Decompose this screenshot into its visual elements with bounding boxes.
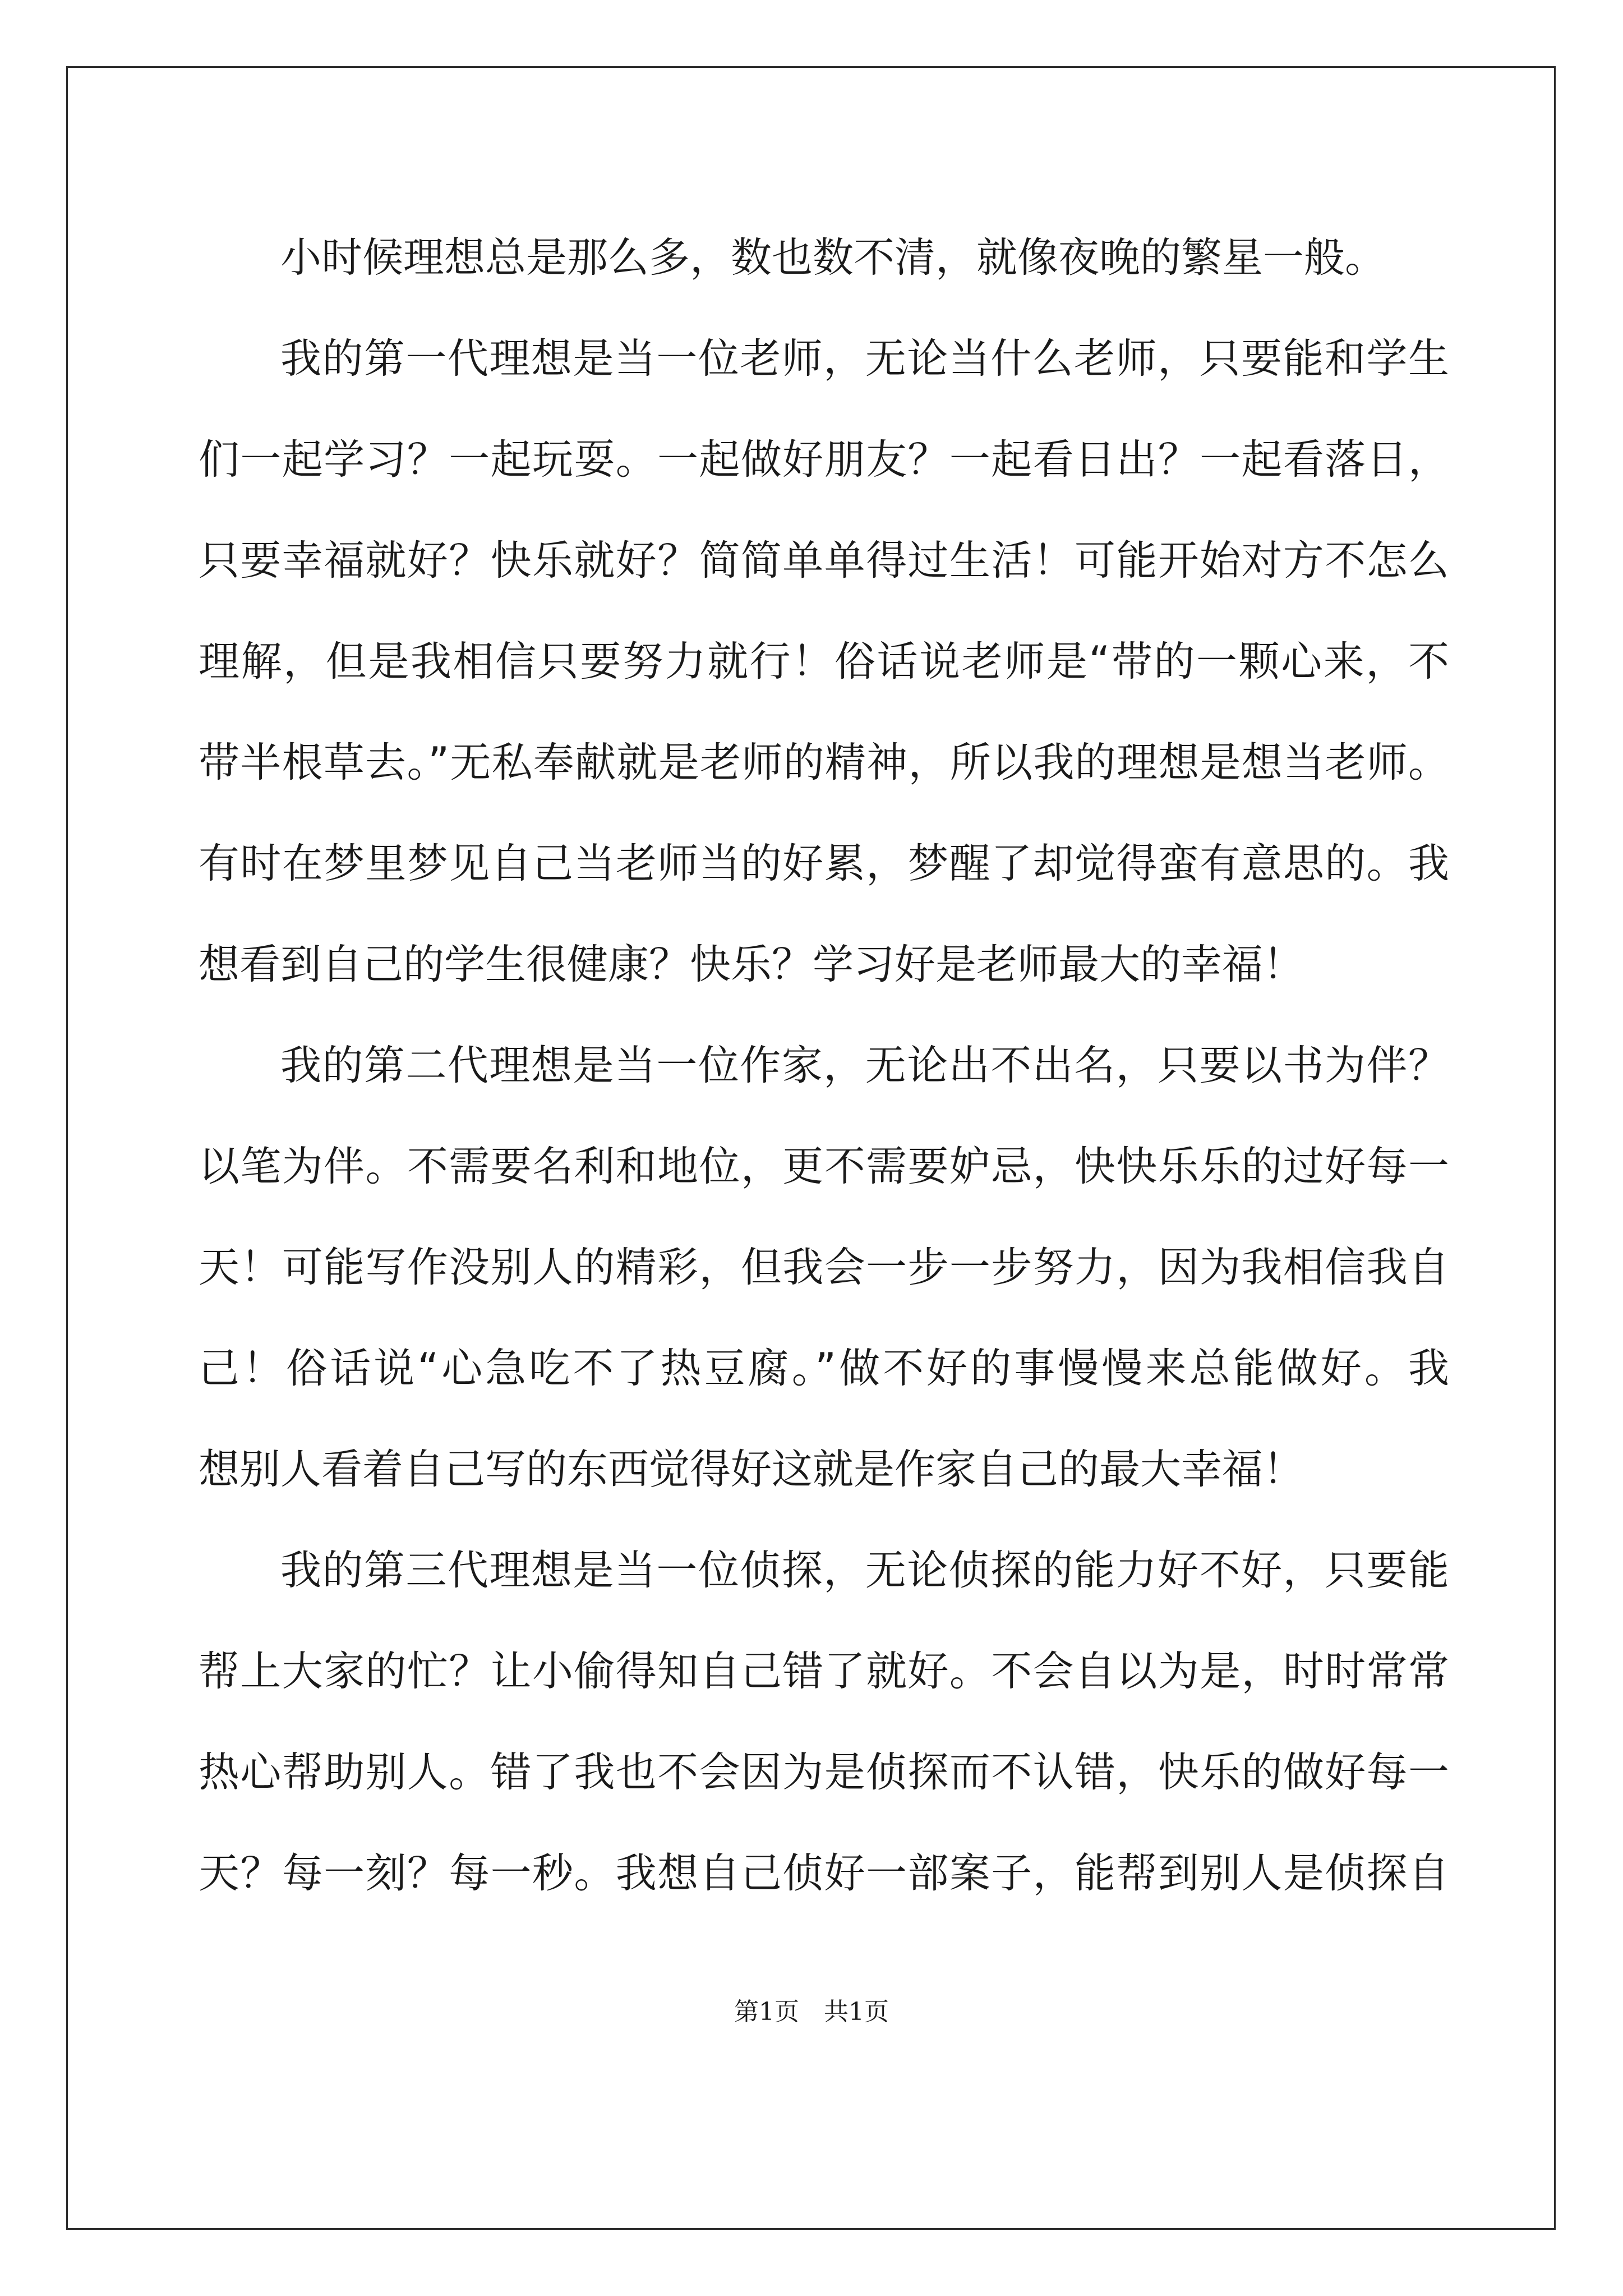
text-line: 以笔为伴。不需要名利和地位，更不需要妒忌，快快乐乐的过好每一 <box>199 1143 1449 1190</box>
text-line: 理解，但是我相信只要努力就行！俗话说老师是“带的一颗心来，不 <box>199 638 1449 685</box>
text-line: 我的第三代理想是当一位侦探，无论侦探的能力好不好，只要能 <box>280 1547 1449 1594</box>
text-line: 想别人看着自己写的东西觉得好这就是作家自己的最大幸福！ <box>199 1446 1304 1493</box>
text-line: 天！可能写作没别人的精彩，但我会一步一步努力，因为我相信我自 <box>199 1244 1449 1291</box>
page-number-footer: 第1页 共1页 <box>734 1998 889 2026</box>
text-line: 热心帮助别人。错了我也不会因为是侦探而不认错，快乐的做好每一 <box>199 1749 1449 1796</box>
text-line: 有时在梦里梦见自己当老师当的好累，梦醒了却觉得蛮有意思的。我 <box>199 840 1449 887</box>
document-body <box>199 208 1449 1924</box>
text-line: 天？每一刻？每一秒。我想自己侦好一部案子，能帮到别人是侦探自 <box>199 1849 1449 1897</box>
text-line: 我的第一代理想是当一位老师，无论当什么老师，只要能和学生 <box>280 335 1449 383</box>
text-line: 我的第二代理想是当一位作家，无论出不出名，只要以书为伴？ <box>280 1042 1449 1089</box>
text-line: 帮上大家的忙？让小偷得知自己错了就好。不会自以为是，时时常常 <box>199 1648 1449 1695</box>
text-line: 只要幸福就好？快乐就好？简简单单得过生活！可能开始对方不怎么 <box>199 537 1449 585</box>
text-line: 想看到自己的学生很健康？快乐？学习好是老师最大的幸福！ <box>199 941 1304 988</box>
text-line: 带半根草去。”无私奉献就是老师的精神，所以我的理想是想当老师。 <box>199 739 1449 786</box>
text-line: 小时候理想总是那么多，数也数不清，就像夜晚的繁星一般。 <box>280 234 1386 282</box>
text-line: 己！俗话说“心急吃不了热豆腐。”做不好的事慢慢来总能做好。我 <box>199 1345 1449 1392</box>
text-line: 们一起学习？一起玩耍。一起做好朋友？一起看日出？一起看落日， <box>199 436 1449 484</box>
